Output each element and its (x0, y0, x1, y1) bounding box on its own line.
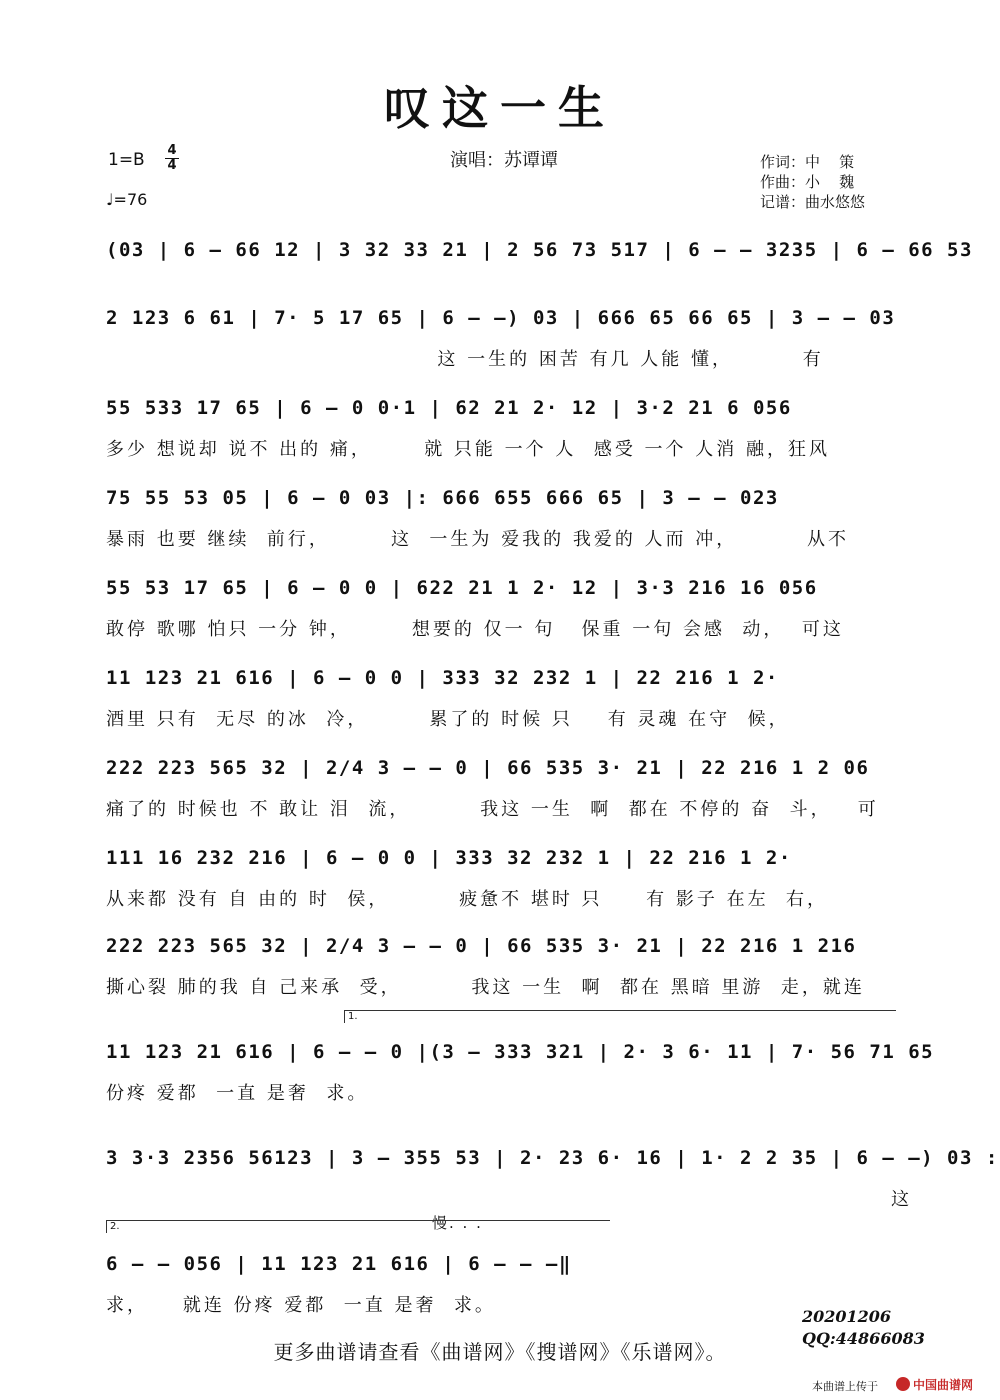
lyrics-line: 暴雨 也要 继续 前行， 这 一生为 爱我的 我爱的 人而 冲， 从不 (106, 529, 850, 550)
notes-line: 55 533 17 65 | 6 – 0 0·1 | 62 21 2· 12 | 3·2 21 6 056 (106, 397, 792, 419)
notes-line: 2 123 6 61 | 7· 5 17 65 | 6 – –) 03 | 666 65 66 65 | 3 – – 03 (106, 307, 896, 329)
site-logo[interactable] (896, 1374, 992, 1394)
time-signature (164, 144, 180, 173)
composer-credit: 作曲：小 魏 (760, 173, 855, 191)
lyrics-line: 这 一生的 困苦 有几 人能 懂， 有 (106, 349, 824, 370)
second-ending-bracket: 2. (106, 1220, 610, 1233)
tempo-marking: ♩=76 (106, 190, 148, 209)
lyrics-line: 酒里 只有 无尽 的冰 冷， 累了的 时候 只 有 灵魂 在守 候， (106, 709, 790, 730)
lyrics-line: 敢停 歌哪 怕只 一分 钟， 想要的 仅一 句 保重 一句 会感 动， 可这 (106, 619, 844, 640)
song-title: 叹这一生 (384, 81, 616, 135)
notes-line: 11 123 21 616 | 6 – 0 0 | 333 32 232 1 | 22 216 1 2· (106, 667, 779, 689)
logo-icon (896, 1377, 910, 1391)
upload-note: 本曲谱上传于 (812, 1380, 878, 1393)
more-scores-footer: 更多曲谱请查看《曲谱网》《搜谱网》《乐谱网》。 (273, 1340, 727, 1364)
time-signature-bottom: 4 (167, 158, 177, 173)
notes-line: 222 223 565 32 | 2/4 3 – – 0 | 66 535 3· 21 | 22 216 1 2 06 (106, 757, 870, 779)
notes-line: 3 3·3 2356 56123 | 3 – 355 53 | 2· 23 6· 16 | 1· 2 2 35 | 6 – –) 03 : (106, 1147, 999, 1169)
lyrics-line: 求， 就连 份疼 爱都 一直 是奢 求。 (106, 1295, 496, 1316)
key-signature: 1=B (108, 150, 145, 170)
transcriber-credit: 记谱：曲水悠悠 (760, 193, 866, 211)
lyrics-line: 痛了的 时候也 不 敢让 泪 流， 我这 一生 啊 都在 不停的 奋 斗， 可 (106, 799, 879, 820)
notes-line: (03 | 6 – 66 12 | 3 32 33 21 | 2 56 73 517 | 6 – – 3235 | 6 – 66 53 (106, 239, 973, 261)
logo-text: 中国曲谱网 (913, 1377, 974, 1392)
notes-line: 111 16 232 216 | 6 – 0 0 | 333 32 232 1 | 22 216 1 2· (106, 847, 792, 869)
slow-marking: 慢. . . (432, 1214, 483, 1232)
time-signature-top: 4 (167, 143, 177, 158)
lyrics-line: 多少 想说却 说不 出的 痛， 就 只能 一个 人 感受 一个 人消 融，狂风 (106, 439, 830, 460)
lyrics-line: 这 (106, 1189, 912, 1210)
credits-block (760, 152, 865, 212)
lyricist-credit: 作词：中 策 (760, 153, 855, 171)
singer-credit: 演唱：苏谭谭 (450, 150, 558, 171)
first-ending-bracket: 1. (344, 1010, 896, 1023)
lyrics-line: 撕心裂 肺的我 自 己来承 受， 我这 一生 啊 都在 黑暗 里游 走，就连 (106, 977, 865, 998)
notes-line: 55 53 17 65 | 6 – 0 0 | 622 21 1 2· 12 | 3·3 216 16 056 (106, 577, 818, 599)
transcriber-qq: QQ:44866083 (802, 1329, 925, 1348)
lyrics-line: 从来都 没有 自 由的 时 侯， 疲惫不 堪时 只 有 影子 在左 右， (106, 889, 829, 910)
transcription-date: 20201206 (802, 1307, 892, 1326)
lyrics-line: 份疼 爱都 一直 是奢 求。 (106, 1083, 369, 1104)
notes-line: 6 – – 056 | 11 123 21 616 | 6 – – –‖ (106, 1253, 572, 1275)
notes-line: 222 223 565 32 | 2/4 3 – – 0 | 66 535 3· 21 | 22 216 1 216 (106, 935, 857, 957)
notes-line: 11 123 21 616 | 6 – – 0 |(3 – 333 321 | 2· 3 6· 11 | 7· 56 71 65 (106, 1041, 935, 1063)
notes-line: 75 55 53 05 | 6 – 0 03 |: 666 655 666 65 | 3 – – 023 (106, 487, 779, 509)
